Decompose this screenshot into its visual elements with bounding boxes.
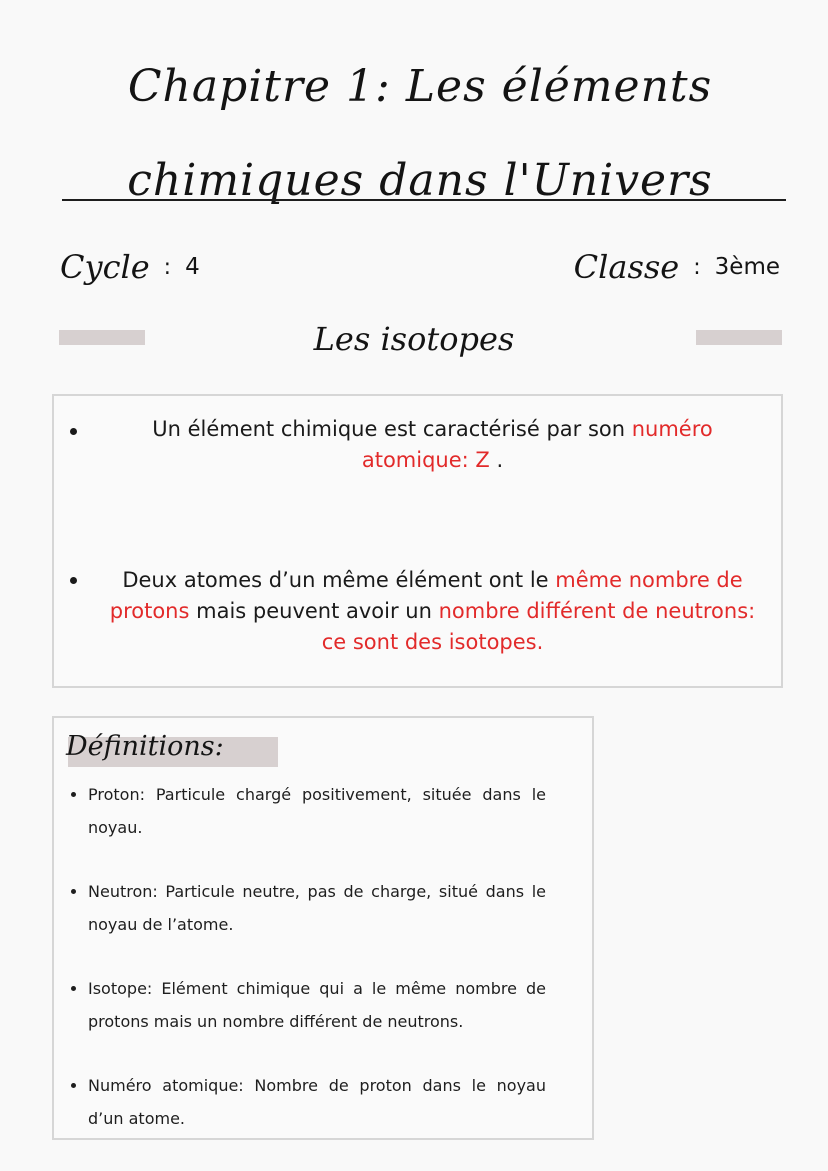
text-segment: mais peuvent avoir un bbox=[189, 599, 439, 623]
definitions-list bbox=[70, 778, 546, 1166]
cycle-value: 4 bbox=[185, 254, 200, 280]
cycle-colon: : bbox=[163, 254, 172, 280]
text-segment: Un élément chimique est caractérisé par son bbox=[152, 417, 632, 441]
section-title: Les isotopes bbox=[313, 320, 515, 358]
definition-item: Proton: Particule chargé positivement, située dans le noyau. bbox=[70, 778, 546, 844]
decorative-bar-right bbox=[696, 330, 782, 345]
highlight-text: numéro atomique: Z bbox=[361, 417, 713, 472]
text-segment: Deux atomes d’un même élément ont le bbox=[122, 568, 556, 592]
definition-item: Numéro atomique: Nombre de proton dans le noyau d’un atome. bbox=[70, 1069, 546, 1135]
classe-info bbox=[574, 244, 780, 290]
page-title: Chapitre 1: Les éléments chimiques dans l'Univers bbox=[127, 61, 713, 206]
highlight-text: même nombre de protons bbox=[109, 568, 743, 623]
definitions-title: Définitions: bbox=[66, 731, 224, 762]
isotopes-point-1 bbox=[100, 414, 765, 476]
decorative-bar-left bbox=[59, 330, 145, 345]
cycle-label: Cycle bbox=[60, 248, 150, 286]
isotopes-point-2 bbox=[100, 565, 765, 658]
bullet-icon bbox=[70, 577, 77, 584]
cycle-info bbox=[60, 244, 200, 290]
title-divider bbox=[62, 199, 786, 201]
classe-colon: : bbox=[693, 254, 701, 280]
highlight-text: nombre différent de neutrons: ce sont des isotopes. bbox=[321, 599, 756, 654]
bullet-icon bbox=[70, 428, 77, 435]
classe-label: Classe bbox=[573, 248, 680, 286]
definition-item: Isotope: Elément chimique qui a le même nombre de protons mais un nombre différent de neutrons. bbox=[70, 972, 546, 1038]
classe-value: 3ème bbox=[714, 254, 780, 280]
definition-item: Neutron: Particule neutre, pas de charge, situé dans le noyau de l’atome. bbox=[70, 875, 546, 941]
text-segment: . bbox=[489, 448, 504, 472]
